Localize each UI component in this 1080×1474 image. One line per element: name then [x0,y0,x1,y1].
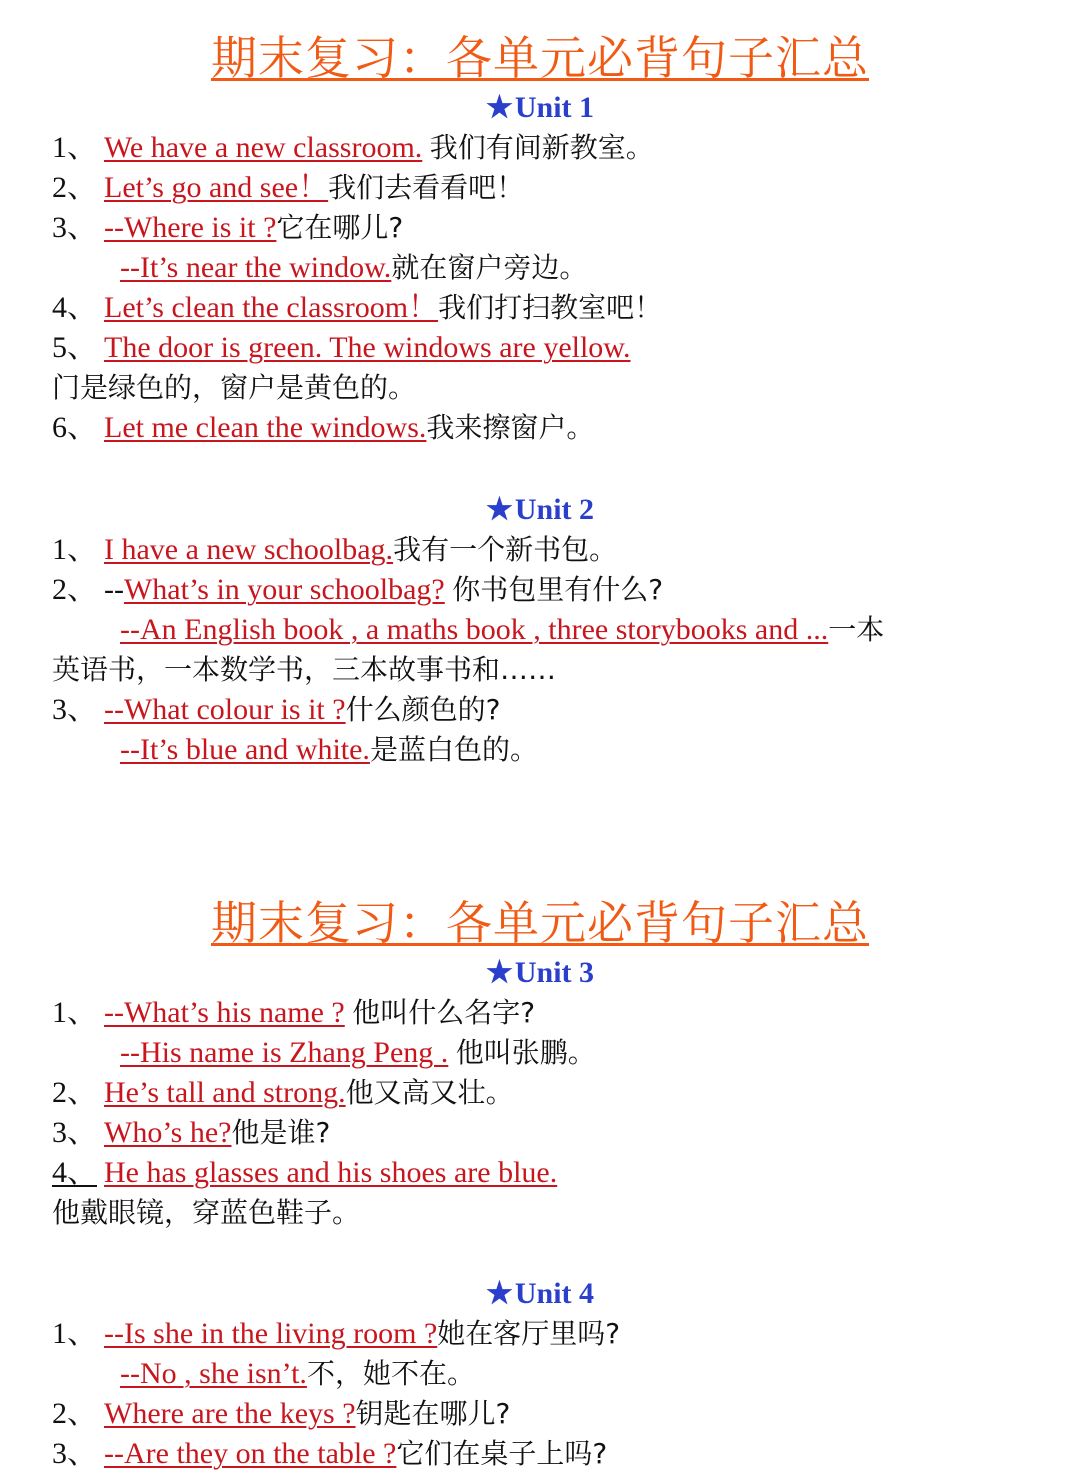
list-item [52,1073,596,1113]
chinese-translation: 什么颜色的? [345,693,501,726]
list-item [52,288,662,328]
english-sentence: We have a new classroom. [104,131,423,164]
chinese-translation: 门是绿色的，窗户是黄色的。 [52,371,417,404]
english-sentence: --His name is Zhang Peng . [120,1036,449,1069]
english-sentence: What’s in your schoolbag? [123,573,445,606]
chinese-translation: 他叫什么名字? [352,996,536,1029]
item-number: 1、 [52,1317,97,1350]
english-sentence: --It’s blue and white. [120,733,370,766]
chinese-translation: 我有一个新书包。 [393,533,618,566]
unit-2-label: Unit 2 [514,493,595,526]
chinese-translation: 钥匙在哪儿? [355,1397,511,1430]
item-number: 2、 [52,573,97,606]
chinese-translation: 他戴眼镜，穿蓝色鞋子。 [52,1196,361,1229]
list-item [52,328,662,368]
unit-2-list [52,530,884,770]
chinese-translation: 就在窗户旁边。 [391,251,588,284]
dash-prefix: -- [104,573,124,606]
list-item [52,1394,620,1434]
item-number: 1、 [52,996,97,1029]
english-sentence: Let me clean the windows. [104,411,427,444]
item-number: 4、 [52,1156,97,1189]
chinese-translation: 不，她不在。 [306,1357,475,1390]
english-sentence: I have a new schoolbag. [104,533,394,566]
item-number: 2、 [52,1076,97,1109]
english-sentence: Where are the keys ? [104,1397,356,1430]
unit-2-heading [0,490,1080,530]
list-item [52,993,596,1033]
english-sentence: He has glasses and his shoes are blue. [104,1156,558,1189]
chinese-translation: 英语书，一本数学书，三本故事书和…… [52,653,557,686]
page-title-repeat: 期末复习：各单元必背句子汇总 [211,896,869,950]
unit-3-list [52,993,596,1233]
star-icon: ★ [485,1277,513,1310]
english-sentence: --Is she in the living room ? [104,1317,438,1350]
list-item [52,570,884,610]
unit-4-heading [0,1274,1080,1314]
unit-4-label: Unit 4 [514,1277,595,1310]
item-number: 2、 [52,1397,97,1430]
item-number: 4、 [52,291,97,324]
list-item [52,690,884,730]
list-item [52,530,884,570]
list-item [52,1434,620,1474]
item-number: 3、 [52,1116,97,1149]
chinese-translation: 我们去看看吧！ [328,171,525,204]
chinese-translation: 它们在桌子上吗? [396,1437,608,1470]
chinese-translation: 我们打扫教室吧！ [438,291,663,324]
english-sentence: Let’s clean the classroom！ [104,291,439,324]
chinese-translation: 他是谁? [231,1116,331,1149]
english-sentence: --Are they on the table ? [104,1437,397,1470]
chinese-translation: 她在客厅里吗? [437,1317,621,1350]
unit-3-label: Unit 3 [514,956,595,989]
item-number: 3、 [52,211,97,244]
chinese-translation: 他叫张鹏。 [455,1036,596,1069]
unit-1-label: Unit 1 [514,91,595,124]
chinese-translation: 是蓝白色的。 [369,733,538,766]
item-number: 1、 [52,533,97,566]
item-number: 3、 [52,693,97,726]
chinese-translation: 我们有间新教室。 [429,131,654,164]
chinese-translation: 我来擦窗户。 [426,411,595,444]
english-sentence: --It’s near the window. [120,251,392,284]
list-item [52,1354,620,1394]
english-sentence: --What colour is it ? [104,693,346,726]
list-item-continuation [52,368,662,408]
list-item [52,208,662,248]
unit-3-heading [0,953,1080,993]
star-icon: ★ [485,956,513,989]
chinese-translation: 一本 [828,613,885,646]
list-item [52,1033,596,1073]
unit-4-list [52,1314,620,1474]
english-sentence: The door is green. The windows are yellow. [104,331,631,364]
list-item [52,248,662,288]
list-item [52,730,884,770]
item-number: 5、 [52,331,97,364]
star-icon: ★ [485,91,513,124]
english-sentence: --An English book , a maths book , three storybooks and ... [120,613,829,646]
english-sentence: --Where is it ? [104,211,277,244]
item-number: 6、 [52,411,97,444]
page-title: 期末复习：各单元必背句子汇总 [211,31,869,85]
english-sentence: --What’s his name ? [104,996,345,1029]
item-number: 2、 [52,171,97,204]
english-sentence: He’s tall and strong. [104,1076,346,1109]
list-item-continuation [52,650,884,690]
list-item [52,1153,596,1193]
chinese-translation: 你书包里有什么? [452,573,664,606]
unit-1-list [52,128,662,448]
list-item [52,1113,596,1153]
unit-1-heading [0,88,1080,128]
english-sentence: --No , she isn’t. [120,1357,307,1390]
list-item [52,610,884,650]
item-number: 1、 [52,131,97,164]
list-item [52,168,662,208]
star-icon: ★ [485,493,513,526]
chinese-translation: 它在哪儿? [276,211,404,244]
list-item [52,1314,620,1354]
item-number: 3、 [52,1437,97,1470]
list-item [52,128,662,168]
list-item-continuation [52,1193,596,1233]
english-sentence: Who’s he? [104,1116,232,1149]
list-item [52,408,662,448]
english-sentence: Let’s go and see！ [104,171,329,204]
chinese-translation: 他又高又壮。 [345,1076,514,1109]
